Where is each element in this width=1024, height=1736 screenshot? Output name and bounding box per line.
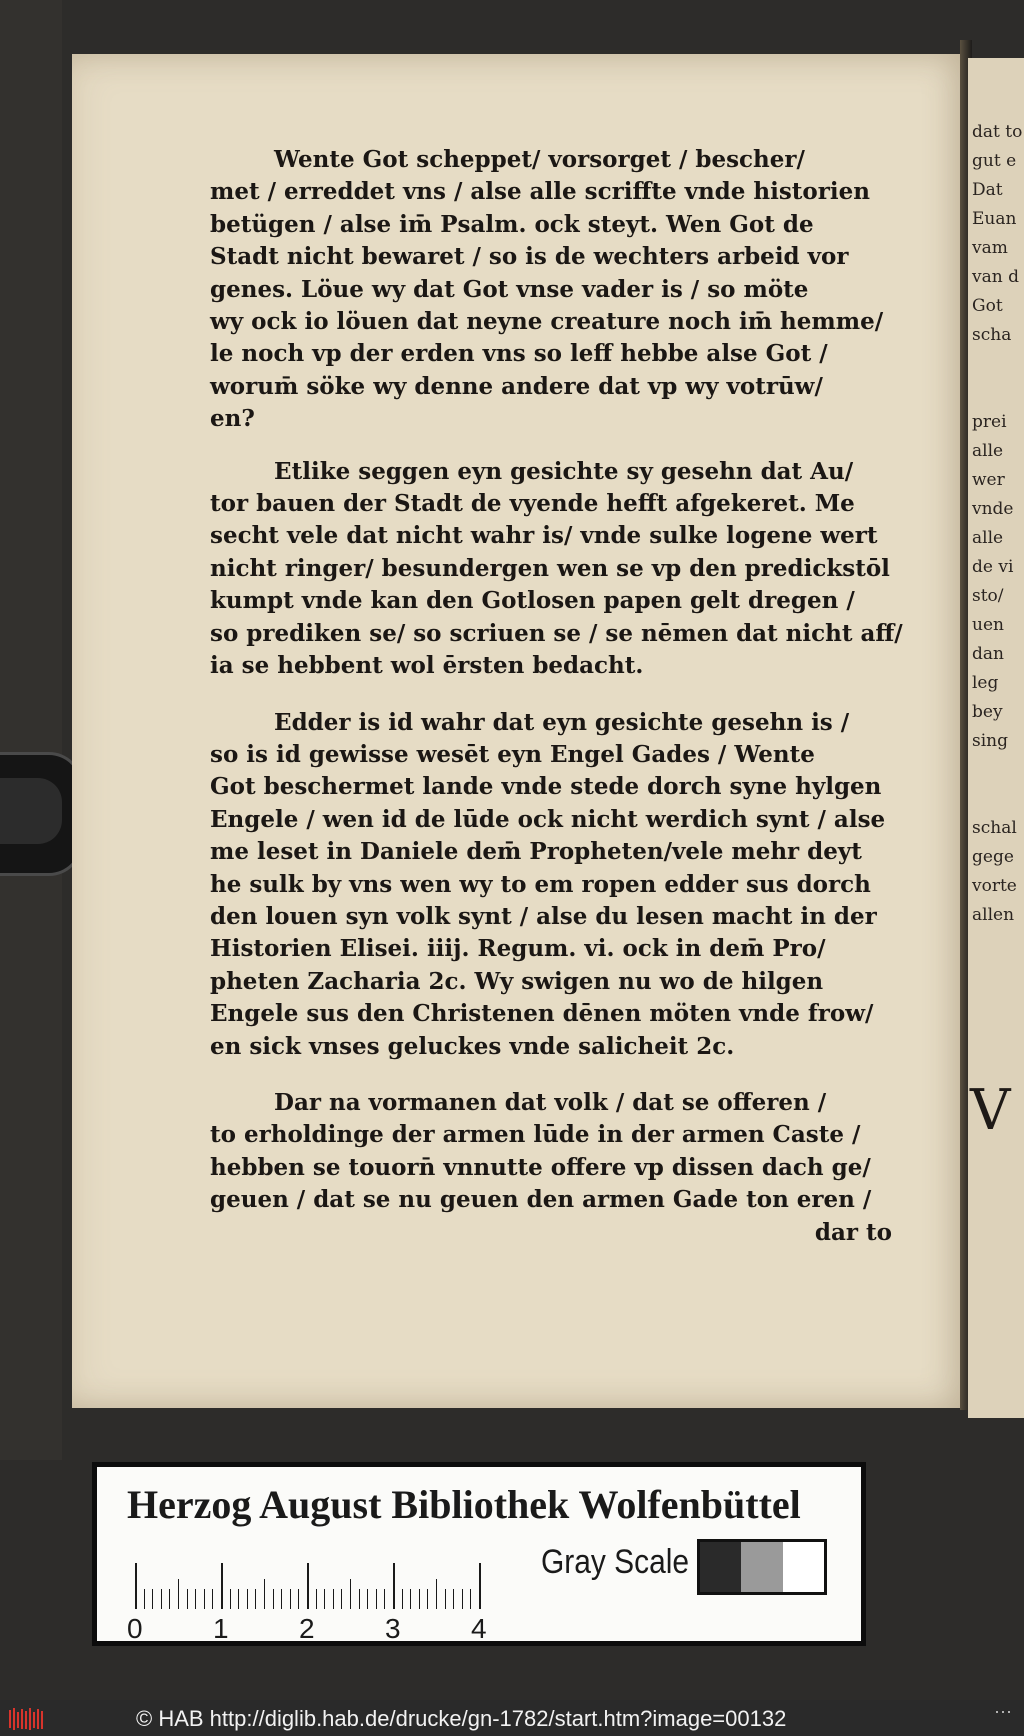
text-line: Dar na vormanen dat volk / dat se offeren / — [210, 1088, 827, 1116]
text-line: me leset in Daniele dem̄ Propheten/vele mehr deyt — [210, 838, 862, 866]
gray-scale-label: Gray Scale — [541, 1543, 690, 1581]
ruler-tick — [410, 1589, 411, 1609]
hab-logo-icon — [8, 1706, 46, 1732]
ruler-number: 2 — [299, 1613, 315, 1644]
text-line: nicht ringer/ besundergen wen se vp den predickstōl — [210, 554, 890, 582]
ruler-tick — [152, 1589, 153, 1609]
catchword: dar to — [814, 1218, 892, 1246]
gray-swatch — [783, 1542, 824, 1592]
text-line: den louen syn volk synt / alse du lesen macht in der — [210, 902, 877, 930]
ruler-tick — [298, 1589, 299, 1609]
text-line: le noch vp der erden vns so leff hebbe alse Got / — [210, 340, 828, 368]
ruler-tick — [359, 1589, 360, 1609]
ruler-tick — [204, 1589, 205, 1609]
text-line: Got beschermet lande vnde stede dorch syne hylgen — [210, 773, 882, 801]
ruler-tick — [479, 1563, 481, 1609]
ruler-tick — [281, 1589, 282, 1609]
text-line: Engele / wen id de lūde ock nicht werdich synt / alse — [210, 805, 886, 833]
ruler-tick — [247, 1589, 248, 1609]
ruler-tick — [161, 1589, 162, 1609]
ruler-tick — [230, 1589, 231, 1609]
gray-swatch — [741, 1542, 782, 1592]
text-line: Stadt nicht bewaret / so is de wechters arbeid vor — [210, 243, 849, 271]
viewer-footer — [0, 1700, 1024, 1736]
ruler-tick — [453, 1589, 454, 1609]
text-line: pheten Zacharia 2c. Wy swigen nu wo de hilgen — [210, 967, 824, 995]
color-scale-bar — [92, 1462, 866, 1646]
gray-swatch — [700, 1542, 741, 1592]
paragraph — [210, 456, 903, 683]
ruler-tick — [221, 1563, 223, 1609]
ruler-number: 3 — [385, 1613, 401, 1644]
ruler-tick — [402, 1589, 403, 1609]
text-line: Historien Elisei. iiij. Regum. vi. ock in dem̄ Pro/ — [210, 935, 826, 963]
book-cover-board — [0, 0, 62, 1460]
copyright-link[interactable]: © HAB http://diglib.hab.de/drucke/gn-1782/start.htm?image=00132 — [136, 1706, 787, 1731]
text-line: kumpt vnde kan den Gotlosen papen gelt dregen / — [210, 587, 855, 615]
text-line: Edder is id wahr dat eyn gesichte gesehn is / — [210, 708, 850, 736]
text-line: met / erreddet vns / alse alle scriffte vnde historien — [210, 178, 870, 206]
page-text — [210, 120, 903, 1249]
ruler-tick — [264, 1579, 265, 1609]
text-line: Engele sus den Christenen dēnen möten vnde frow/ — [210, 1000, 874, 1028]
text-line: secht vele dat nicht wahr is/ vnde sulke logene wert — [210, 522, 878, 550]
text-line: to erholdinge der armen lūde in der armen Caste / — [210, 1121, 861, 1149]
text-line: worum̄ söke wy denne andere dat vp wy votrūw/ — [210, 372, 823, 400]
text-line: en sick vnses geluckes vnde salicheit 2c. — [210, 1032, 735, 1060]
ruler-tick — [333, 1589, 334, 1609]
more-menu-icon[interactable]: ⋯ — [994, 1702, 1014, 1722]
gray-scale-swatches — [697, 1539, 827, 1595]
text-line: hebben se touorn̄ vnnutte offere vp dissen dach ge/ — [210, 1153, 871, 1181]
text-line: betügen / alse im̄ Psalm. ock steyt. Wen Got de — [210, 210, 814, 238]
ruler-tick — [290, 1589, 291, 1609]
ruler-tick — [470, 1589, 471, 1609]
book-clasp-inner — [0, 778, 62, 844]
ruler-tick — [135, 1563, 137, 1609]
text-line: wy ock io löuen dat neyne creature noch im̄ hemme/ — [210, 308, 884, 336]
text-line: genes. Löue wy dat Got vnse vader is / so möte — [210, 275, 809, 303]
ruler-tick — [178, 1579, 179, 1609]
text-line: he sulk by vns wen wy to em ropen edder sus dorch — [210, 870, 871, 898]
ruler-tick — [436, 1579, 437, 1609]
text-line: Wente Got scheppet/ vorsorget / bescher/ — [210, 146, 805, 173]
text-line: ia se hebbent wol ērsten bedacht. — [210, 652, 644, 680]
text-line: Etlike seggen eyn gesichte sy gesehn dat Au/ — [210, 457, 854, 485]
ruler-tick — [255, 1589, 256, 1609]
ruler-tick — [307, 1563, 309, 1609]
ruler-tick — [238, 1589, 239, 1609]
ruler-tick — [462, 1589, 463, 1609]
ruler-tick — [376, 1589, 377, 1609]
ruler-tick — [445, 1589, 446, 1609]
ruler — [135, 1563, 525, 1609]
ruler-tick — [384, 1589, 385, 1609]
text-line: en? — [210, 405, 255, 433]
paragraph — [210, 1087, 892, 1217]
facing-page-edge — [968, 58, 1024, 1418]
institution-name: Herzog August Bibliothek Wolfenbüttel — [127, 1482, 801, 1527]
ruler-tick — [367, 1589, 368, 1609]
facing-page-text: dat to gut e Dat Euan vam van d Got scha prei alle wer vnde alle de vi sto/ uen dan leg bey sing schal gege vorte allen — [972, 122, 1023, 925]
ruler-tick — [144, 1589, 145, 1609]
ruler-tick — [341, 1589, 342, 1609]
ruler-tick — [427, 1589, 428, 1609]
facing-page-initial: V — [970, 1078, 1011, 1143]
ruler-tick — [393, 1563, 395, 1609]
ruler-tick — [187, 1589, 188, 1609]
ruler-tick — [195, 1589, 196, 1609]
ruler-tick — [324, 1589, 325, 1609]
paragraph — [210, 707, 892, 1063]
ruler-tick — [212, 1589, 213, 1609]
ruler-tick — [169, 1589, 170, 1609]
paragraph — [210, 144, 892, 436]
text-line: so prediken se/ so scriuen se / se nēmen dat nicht aff/ — [210, 619, 903, 647]
text-line: geuen / dat se nu geuen den armen Gade ton eren / — [210, 1186, 872, 1214]
ruler-tick — [419, 1589, 420, 1609]
ruler-tick — [316, 1589, 317, 1609]
text-line: so is id gewisse wesēt eyn Engel Gades / Wente — [210, 740, 815, 768]
text-line: tor bauen der Stadt de vyende hefft afgekeret. Me — [210, 490, 855, 518]
ruler-tick — [350, 1579, 351, 1609]
ruler-number: 1 — [213, 1613, 229, 1644]
ruler-tick — [273, 1589, 274, 1609]
ruler-number: 4 — [471, 1613, 487, 1644]
ruler-number: 0 — [127, 1613, 143, 1644]
